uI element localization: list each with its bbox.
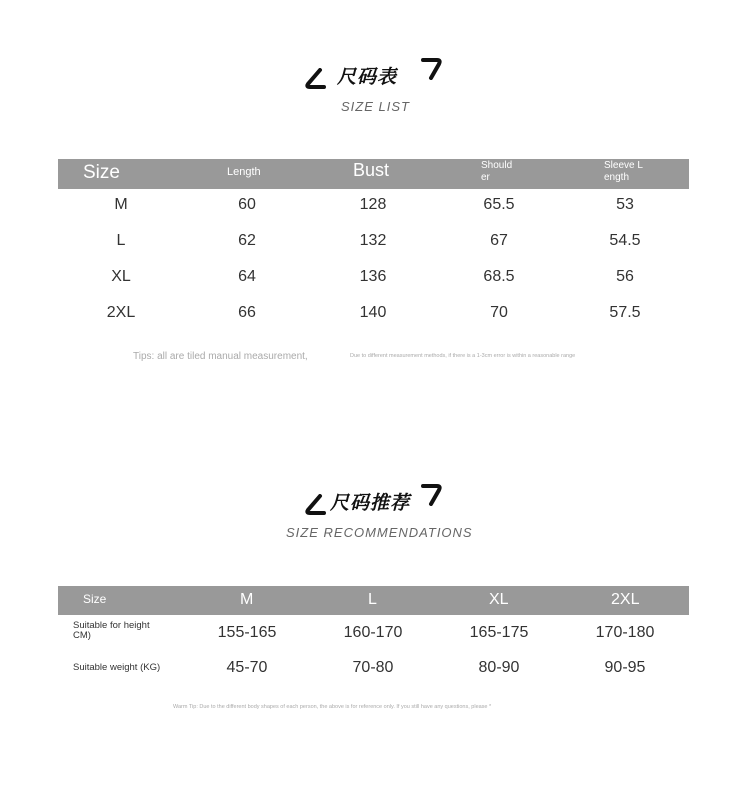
- weight-label: Suitable weight (KG): [73, 662, 161, 673]
- header-length: Length: [227, 166, 261, 178]
- right-bracket-icon: [421, 482, 445, 506]
- header-size: Size: [83, 592, 107, 606]
- size-list-header-bar: [58, 159, 689, 189]
- size-recommendations-title-en: SIZE RECOMMENDATIONS: [286, 525, 473, 540]
- right-bracket-icon: [421, 56, 445, 80]
- height-label: Suitable for height CM): [73, 620, 150, 641]
- size-list-title-cn: 尺码表: [337, 66, 398, 88]
- left-bracket-icon: [302, 494, 326, 516]
- header-l: L: [368, 591, 377, 608]
- tip-right: Due to different measurement methods, if there is a 1-3cm error is within a reasonable range: [350, 353, 576, 359]
- size-recommendations-header-bar: [58, 586, 689, 615]
- left-bracket-icon: [302, 68, 326, 90]
- header-bust: Bust: [353, 160, 390, 180]
- size-recommendations-title-cn: 尺码推荐: [330, 492, 411, 514]
- header-xl: XL: [489, 591, 509, 608]
- tip-left: Tips: all are tiled manual measurement,: [133, 351, 308, 362]
- header-m: M: [240, 591, 254, 608]
- header-sleeve-length: Sleeve L ength: [604, 160, 643, 183]
- header-2xl: 2XL: [611, 591, 640, 608]
- header-shoulder: Should er: [481, 160, 513, 183]
- size-list-title-en: SIZE LIST: [341, 99, 410, 114]
- header-size: Size: [83, 162, 120, 183]
- warm-tip: Warm Tip: Due to the different body shapes of each person, the above is for reference only. If you still have any questions, please *: [173, 704, 492, 710]
